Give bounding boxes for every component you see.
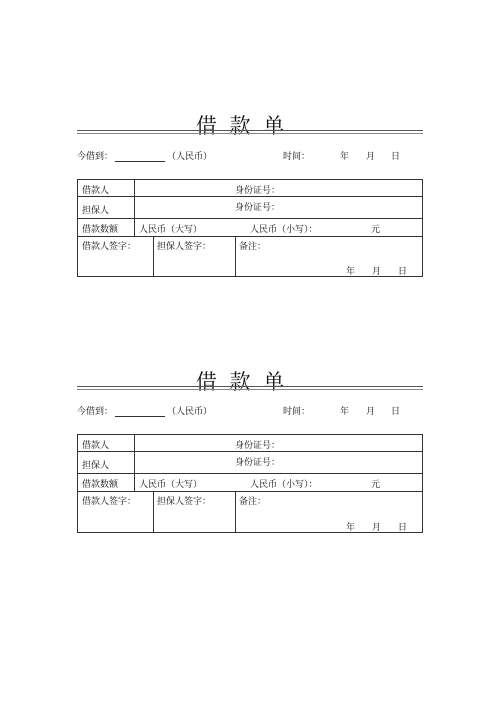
borrower-signature-label: 借款人签字： xyxy=(82,242,137,252)
form-title xyxy=(0,110,480,140)
time-label: 时间： xyxy=(283,407,311,417)
borrow-label: 今借到： xyxy=(77,152,114,162)
rmb-upper-label: 人民币（大写） xyxy=(139,480,203,490)
amount-blank[interactable] xyxy=(115,152,165,162)
time-label: 时间： xyxy=(283,152,311,162)
amount-label: 借款数额 xyxy=(82,225,119,235)
loan-form-1 xyxy=(0,110,500,310)
sign-month: 月 xyxy=(372,523,382,533)
loan-table xyxy=(77,434,423,533)
guarantor-id-label: 身份证号： xyxy=(235,458,281,468)
sign-month: 月 xyxy=(372,267,382,277)
title-char: 借 xyxy=(195,114,217,138)
loan-form-2 xyxy=(0,366,500,566)
borrower-id-label: 身份证号： xyxy=(235,186,281,196)
title-char: 借 xyxy=(195,370,217,394)
date-month: 月 xyxy=(366,152,376,162)
guarantor-signature-label: 担保人签字： xyxy=(157,242,212,252)
title-rule-thick xyxy=(77,130,423,131)
title-char: 单 xyxy=(263,370,285,394)
sign-year: 年 xyxy=(346,523,356,533)
date-day: 日 xyxy=(391,152,401,162)
date-day: 日 xyxy=(391,407,401,417)
sign-day: 日 xyxy=(398,267,408,277)
loan-table xyxy=(77,179,423,277)
rmb-upper-label: 人民币（大写） xyxy=(139,225,203,235)
form-title xyxy=(0,366,480,396)
borrower-signature-label: 借款人签字： xyxy=(82,497,137,507)
date-year: 年 xyxy=(340,152,350,162)
guarantor-signature-label: 担保人签字： xyxy=(157,497,212,507)
title-char: 单 xyxy=(263,114,285,138)
guarantor-id-label: 身份证号： xyxy=(235,203,281,213)
title-rule-thin xyxy=(77,389,423,390)
amount-label: 借款数额 xyxy=(82,480,119,490)
date-month: 月 xyxy=(366,407,376,417)
title-rule-thick xyxy=(77,386,423,387)
title-char: 款 xyxy=(229,370,251,394)
date-year: 年 xyxy=(340,407,350,417)
borrower-label: 借款人 xyxy=(82,186,110,196)
amount-blank[interactable] xyxy=(115,407,165,417)
rmb-lower-label: 人民币（小写）： xyxy=(250,480,318,490)
borrow-label: 今借到： xyxy=(77,407,114,417)
rmb-lower-label: 人民币（小写）： xyxy=(250,225,318,235)
sign-day: 日 xyxy=(398,523,408,533)
notes-label: 备注： xyxy=(239,497,267,507)
title-rule-thin xyxy=(77,133,423,134)
borrow-line xyxy=(77,404,212,417)
borrower-label: 借款人 xyxy=(82,441,110,451)
guarantor-label: 担保人 xyxy=(82,206,110,216)
guarantor-label: 担保人 xyxy=(82,461,110,471)
sign-year: 年 xyxy=(346,267,356,277)
currency-label: （人民币） xyxy=(167,152,213,162)
currency-label: （人民币） xyxy=(167,407,213,417)
title-char: 款 xyxy=(229,114,251,138)
notes-label: 备注： xyxy=(239,242,267,252)
yuan-label: 元 xyxy=(371,225,381,235)
borrower-id-label: 身份证号： xyxy=(235,441,281,451)
yuan-label: 元 xyxy=(371,480,381,490)
borrow-line xyxy=(77,149,212,162)
